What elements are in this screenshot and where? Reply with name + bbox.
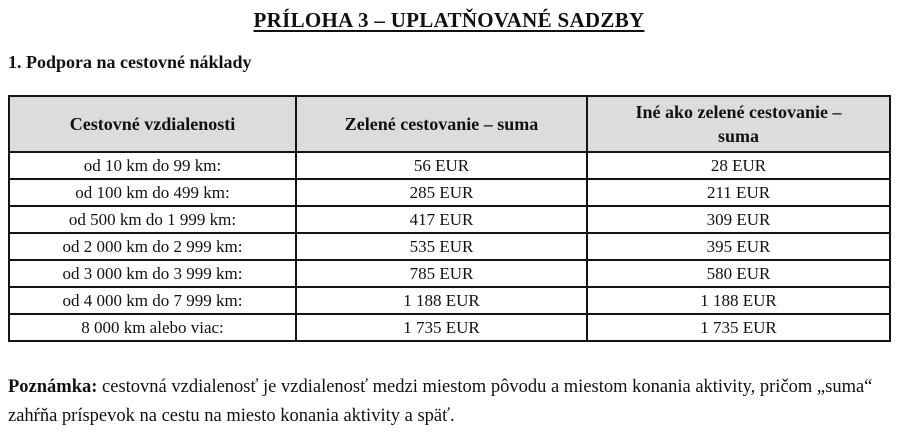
non-green-travel-amount-cell: 1 188 EUR xyxy=(587,287,890,314)
green-travel-amount-cell: 1 188 EUR xyxy=(296,287,587,314)
distance-cell: od 10 km do 99 km: xyxy=(9,152,296,179)
non-green-travel-amount-cell: 309 EUR xyxy=(587,206,890,233)
green-travel-amount-cell: 785 EUR xyxy=(296,260,587,287)
distance-cell: 8 000 km alebo viac: xyxy=(9,314,296,341)
header-non-green-travel: Iné ako zelené cestovanie – suma xyxy=(587,96,890,152)
travel-rates-table-body xyxy=(9,152,890,341)
travel-rates-table xyxy=(8,95,891,342)
non-green-travel-amount-cell: 580 EUR xyxy=(587,260,890,287)
distance-cell: od 4 000 km do 7 999 km: xyxy=(9,287,296,314)
note-text: cestovná vzdialenosť je vzdialenosť medzi miestom pôvodu a miestom konania aktivity, pričom „suma“ zahŕňa príspevok na cestu na miesto konania aktivity a späť. xyxy=(8,377,873,426)
non-green-travel-amount-cell: 395 EUR xyxy=(587,233,890,260)
table-row xyxy=(9,179,890,206)
travel-rates-table-head xyxy=(9,96,890,152)
green-travel-amount-cell: 417 EUR xyxy=(296,206,587,233)
section-heading: 1. Podpora na cestovné náklady xyxy=(8,52,252,72)
green-travel-amount-cell: 56 EUR xyxy=(296,152,587,179)
non-green-travel-amount-cell: 211 EUR xyxy=(587,179,890,206)
note xyxy=(8,373,898,431)
distance-cell: od 500 km do 1 999 km: xyxy=(9,206,296,233)
non-green-travel-amount-cell: 28 EUR xyxy=(587,152,890,179)
green-travel-amount-cell: 1 735 EUR xyxy=(296,314,587,341)
distance-cell: od 100 km do 499 km: xyxy=(9,179,296,206)
table-row xyxy=(9,314,890,341)
table-row xyxy=(9,206,890,233)
table-row xyxy=(9,260,890,287)
non-green-travel-amount-cell: 1 735 EUR xyxy=(587,314,890,341)
table-row xyxy=(9,287,890,314)
distance-cell: od 3 000 km do 3 999 km: xyxy=(9,260,296,287)
table-row xyxy=(9,152,890,179)
distance-cell: od 2 000 km do 2 999 km: xyxy=(9,233,296,260)
header-green-travel: Zelené cestovanie – suma xyxy=(296,96,587,152)
page-title: PRÍLOHA 3 – UPLATŇOVANÉ SADZBY xyxy=(253,8,645,32)
header-distance: Cestovné vzdialenosti xyxy=(9,96,296,152)
note-label: Poznámka: xyxy=(8,377,98,397)
green-travel-amount-cell: 535 EUR xyxy=(296,233,587,260)
table-row xyxy=(9,233,890,260)
green-travel-amount-cell: 285 EUR xyxy=(296,179,587,206)
header-row xyxy=(9,96,890,152)
